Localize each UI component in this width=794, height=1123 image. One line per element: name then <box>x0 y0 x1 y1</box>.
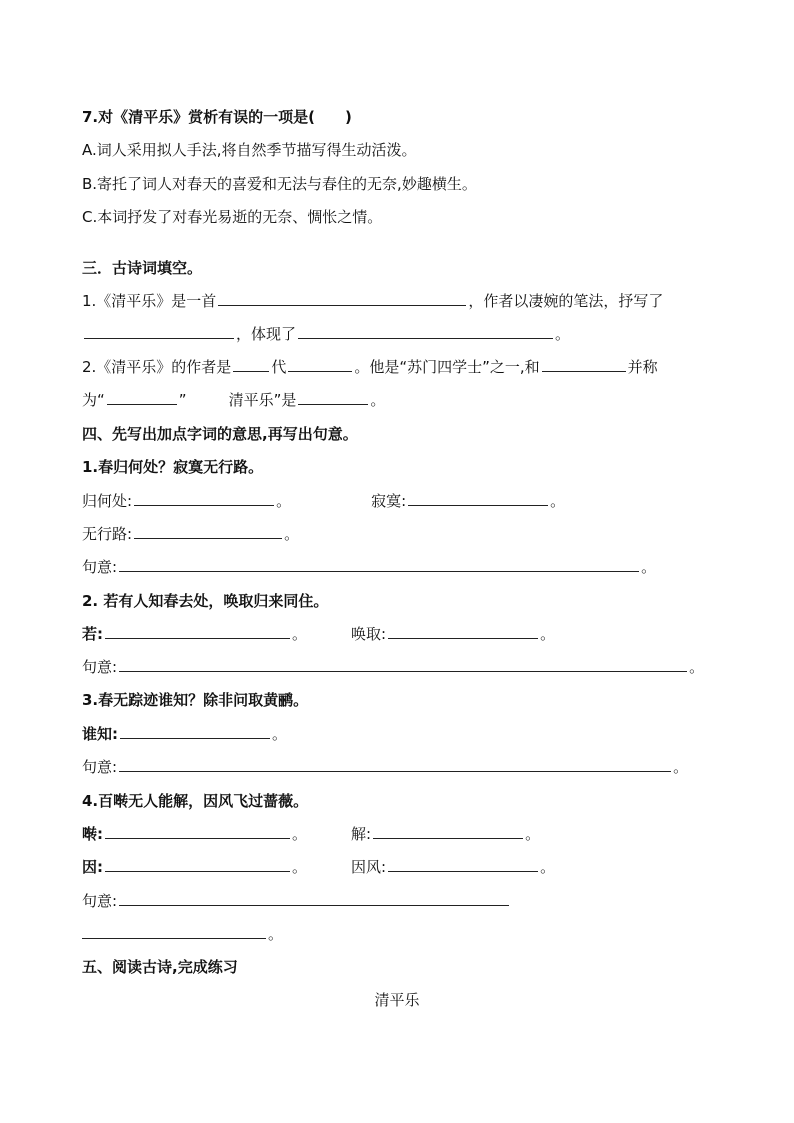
period: 。 <box>689 658 705 676</box>
fill-item-2-text-d: 并称 <box>627 358 658 376</box>
fill-item-2-line2 <box>82 390 385 410</box>
label-zhuan: 啭: <box>82 825 103 843</box>
answer-blank[interactable] <box>298 324 553 339</box>
label-yin-feng: 因风: <box>351 858 387 876</box>
sec4-q1-line1 <box>82 491 565 511</box>
answer-blank[interactable] <box>84 324 234 339</box>
answer-blank[interactable] <box>218 291 466 306</box>
period: 。 <box>540 858 556 876</box>
label-ju-yi: 句意: <box>82 658 118 676</box>
fill-item-2-text-a: 2.《清平乐》的作者是 <box>82 358 232 376</box>
label-jie: 解: <box>351 825 372 843</box>
fill-item-2-text-g: 清平乐”是 <box>228 391 297 409</box>
label-ji-mo: 寂寞: <box>371 492 407 510</box>
answer-blank[interactable] <box>107 390 177 405</box>
answer-blank[interactable] <box>373 824 523 839</box>
sec4-q1-line3 <box>82 557 656 577</box>
answer-blank[interactable] <box>119 557 639 572</box>
label-ju-yi: 句意: <box>82 758 118 776</box>
fill-item-1-text-a: 1.《清平乐》是一首 <box>82 292 217 310</box>
q7-stem: 7.对《清平乐》赏析有误的一项是( ) <box>82 108 352 126</box>
period: 。 <box>550 492 566 510</box>
sec4-q2-title: 2. 若有人知春去处，唤取归来同住。 <box>82 592 329 610</box>
section-3-heading: 三．古诗词填空。 <box>82 259 203 277</box>
fill-item-1-line1 <box>82 291 663 311</box>
sec4-q1-title: 1.春归何处？寂寞无行路。 <box>82 458 264 476</box>
section-4-heading: 四、先写出加点字词的意思,再写出句意。 <box>82 425 358 443</box>
period: 。 <box>540 625 556 643</box>
sec4-q2-line1 <box>82 624 555 644</box>
answer-blank[interactable] <box>119 657 687 672</box>
period: 。 <box>525 825 541 843</box>
answer-blank[interactable] <box>134 491 274 506</box>
sec4-q4-line2 <box>82 857 555 877</box>
period: 。 <box>292 625 308 643</box>
period: 。 <box>276 492 292 510</box>
answer-blank[interactable] <box>105 624 290 639</box>
answer-blank[interactable] <box>408 491 548 506</box>
sec4-q2-line2 <box>82 657 704 677</box>
label-shui-zhi: 谁知: <box>82 725 118 743</box>
answer-blank[interactable] <box>119 891 509 906</box>
answer-blank[interactable] <box>119 757 671 772</box>
sec4-q4-line3 <box>82 891 511 911</box>
sec4-q4-line1 <box>82 824 540 844</box>
fill-item-1-text-c: ，体现了 <box>236 325 297 343</box>
period: 。 <box>292 825 308 843</box>
answer-blank[interactable] <box>542 357 626 372</box>
fill-item-1-text-d: 。 <box>555 325 571 343</box>
answer-blank[interactable] <box>233 357 269 372</box>
poem-title: 清平乐 <box>374 991 420 1009</box>
answer-blank[interactable] <box>298 390 368 405</box>
q7-option-a: A.词人采用拟人手法,将自然季节描写得生动活泼。 <box>82 141 417 159</box>
label-ruo: 若: <box>82 625 103 643</box>
q7-option-b: B.寄托了词人对春天的喜爱和无法与春住的无奈,妙趣横生。 <box>82 175 477 193</box>
period: 。 <box>272 725 288 743</box>
sec4-q4-line4 <box>82 924 283 944</box>
sec4-q3-title: 3.春无踪迹谁知？除非问取黄鹂。 <box>82 691 309 709</box>
period: 。 <box>292 858 308 876</box>
label-wu-xing-lu: 无行路: <box>82 525 133 543</box>
label-huan-qu: 唤取: <box>351 625 387 643</box>
answer-blank[interactable] <box>82 924 266 939</box>
q7-option-c: C.本词抒发了对春光易逝的无奈、惆怅之情。 <box>82 208 383 226</box>
fill-item-2-line1 <box>82 357 658 377</box>
answer-blank[interactable] <box>388 857 538 872</box>
label-gui-he-chu: 归何处: <box>82 492 133 510</box>
sec4-q3-line2 <box>82 757 688 777</box>
period: 。 <box>641 558 657 576</box>
sec4-q3-line1 <box>82 724 287 744</box>
fill-item-2-text-e: 为“ <box>82 391 105 409</box>
period: 。 <box>673 758 689 776</box>
label-ju-yi: 句意: <box>82 558 118 576</box>
fill-item-2-text-c: 。他是“苏门四学士”之一,和 <box>354 358 540 376</box>
answer-blank[interactable] <box>388 624 538 639</box>
period: 。 <box>268 925 284 943</box>
answer-blank[interactable] <box>120 724 270 739</box>
section-5-heading: 五、阅读古诗,完成练习 <box>82 958 238 976</box>
fill-item-2-text-f: ” <box>178 391 187 409</box>
label-ju-yi: 句意: <box>82 892 118 910</box>
answer-blank[interactable] <box>105 824 290 839</box>
sec4-q4-title: 4.百啭无人能解，因风飞过蔷薇。 <box>82 792 309 810</box>
label-yin: 因: <box>82 858 103 876</box>
answer-blank[interactable] <box>288 357 352 372</box>
answer-blank[interactable] <box>134 524 282 539</box>
answer-blank[interactable] <box>105 857 290 872</box>
period: 。 <box>284 525 300 543</box>
fill-item-2-text-b: 代 <box>271 358 287 376</box>
fill-item-1-text-b: ，作者以凄婉的笔法，抒写了 <box>468 292 664 310</box>
fill-item-2-text-h: 。 <box>370 391 386 409</box>
fill-item-1-line2 <box>82 324 570 344</box>
sec4-q1-line2 <box>82 524 299 544</box>
